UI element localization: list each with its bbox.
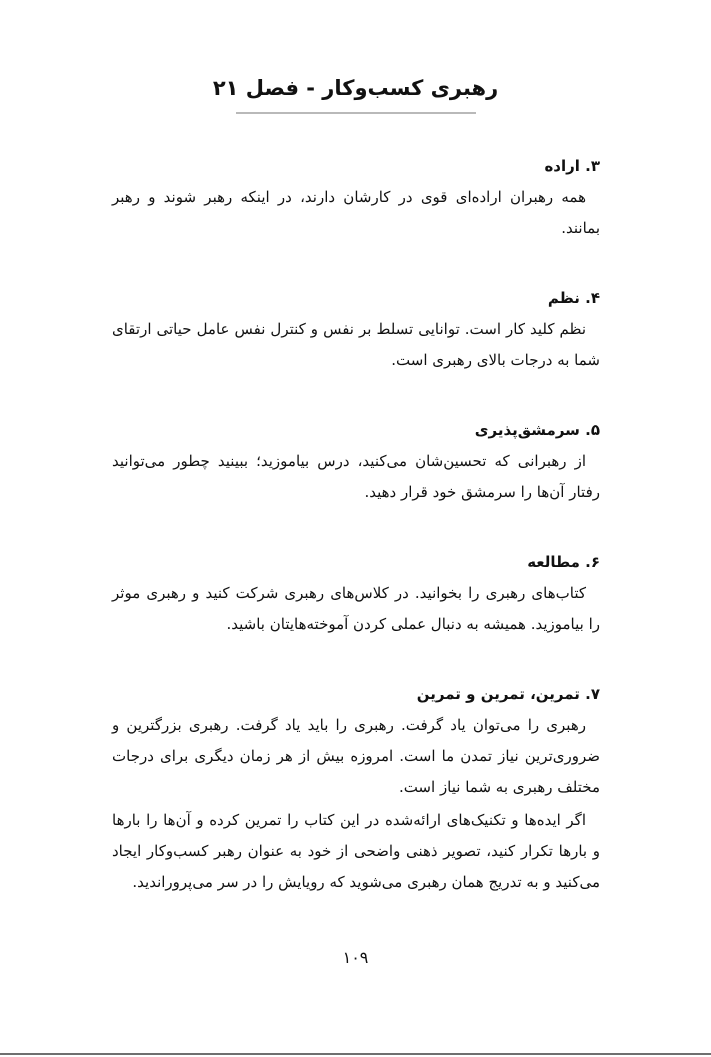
- section-heading: ۶. مطالعه: [527, 553, 600, 571]
- page-bottom-edge: [0, 1053, 711, 1055]
- section-role-modeling: [112, 414, 600, 508]
- section-will: [112, 150, 600, 244]
- section-study: [112, 546, 600, 640]
- section-practice: [112, 678, 600, 898]
- page-header: [0, 72, 711, 104]
- section-paragraph: اگر ایده‌ها و تکنیک‌های ارائه‌شده در این کتاب را تمرین کرده و آن‌ها را بارها و بارها تکرار کنید، تصویر ذهنی واضحی از خود به عنوان رهبر کسب‌وکار ایجاد می‌کنید و به تدریج همان رهبری می‌شوید که رویایش را در سر می‌پروراندید.: [112, 811, 600, 891]
- section-paragraph: از رهبرانی که تحسین‌شان می‌کنید، درس بیاموزید؛ ببینید چطور می‌توانید رفتار آن‌ها را سرمشق خود قرار دهید.: [112, 452, 600, 501]
- section-paragraph: رهبری را می‌توان یاد گرفت. رهبری را باید یاد گرفت. رهبری بزرگترین و ضروری‌ترین نیاز تمدن ما است. امروزه بیش از هر زمان دیگری برای درجات مختلف رهبری به شما نیاز است.: [112, 716, 600, 796]
- section-heading: ۵. سرمشق‌پذیری: [474, 421, 600, 439]
- chapter-title: رهبری کسب‌وکار - فصل ۲۱: [212, 76, 499, 100]
- page-content: [112, 150, 600, 936]
- section-heading: ۳. اراده: [544, 157, 600, 175]
- section-paragraph: نظم کلید کار است. توانایی تسلط بر نفس و کنترل نفس عامل حیاتی ارتقای شما به درجات بالای رهبری است.: [112, 320, 600, 369]
- section-heading: ۴. نظم: [547, 289, 600, 307]
- section-paragraph: کتاب‌های رهبری را بخوانید. در کلاس‌های رهبری شرکت کنید و رهبری موثر را بیاموزید. همیشه به دنبال عملی کردن آموخته‌هایتان باشید.: [112, 584, 600, 633]
- section-heading: ۷. تمرین، تمرین و تمرین: [416, 685, 600, 703]
- header-divider: [236, 112, 476, 114]
- page-number: ۱۰۹: [342, 948, 369, 967]
- section-discipline: [112, 282, 600, 376]
- section-paragraph: همه رهبران اراده‌ای قوی در کارشان دارند، در اینکه رهبر شوند و رهبر بمانند.: [112, 188, 600, 237]
